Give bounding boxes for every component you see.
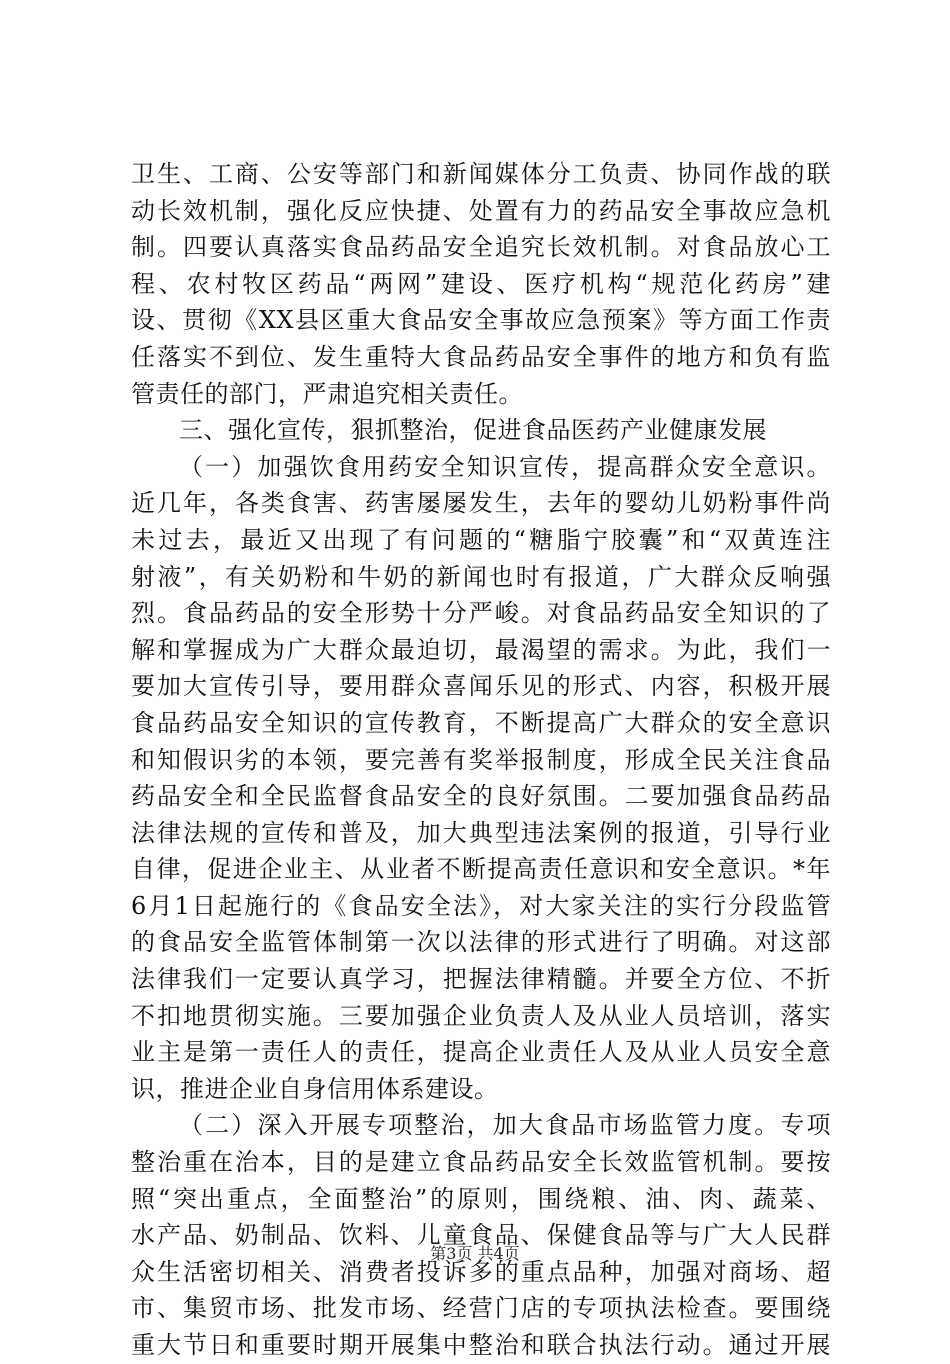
- text-line: 市、集贸市场、批发市场、经营门店的专项执法检查。要围绕: [131, 1294, 831, 1323]
- text-line: 动长效机制，强化反应快捷、处置有力的药品安全事故应急机: [131, 196, 831, 225]
- text-line: 管责任的部门，严肃追究相关责任。: [131, 379, 523, 408]
- text-line: 业主是第一责任人的责任，提高企业责任人及从业人员安全意: [131, 1038, 831, 1067]
- text-line: 制。四要认真落实食品药品安全追究长效机制。对食品放心工: [131, 233, 831, 262]
- text-line: 水产品、奶制品、饮料、儿童食品、保健食品等与广大人民群: [131, 1221, 831, 1250]
- text-line: 法律法规的宣传和普及，加大典型违法案例的报道，引导行业: [131, 818, 831, 847]
- text-line: 照“突出重点，全面整治”的原则，围绕粮、油、肉、蔬菜、: [131, 1184, 831, 1213]
- text-line: 众生活密切相关、消费者投诉多的重点品种，加强对商场、超: [131, 1257, 831, 1286]
- text-line: 未过去，最近又出现了有问题的“糖脂宁胶囊”和“双黄连注: [131, 525, 831, 554]
- text-line: 近几年，各类食害、药害屡屡发生，去年的婴幼儿奶粉事件尚: [131, 489, 831, 518]
- text-line: 三、强化宣传，狠抓整治，促进食品医药产业健康发展: [179, 416, 767, 445]
- text-line: 解和掌握成为广大群众最迫切，最渴望的需求。为此，我们一: [131, 635, 831, 664]
- text-line: 设、贯彻《XX县区重大食品安全事故应急预案》等方面工作责: [131, 306, 831, 335]
- document-body: [131, 156, 831, 1364]
- text-line: （二）深入开展专项整治，加大食品市场监管力度。专项: [179, 1111, 831, 1140]
- text-line: 法律我们一定要认真学习，把握法律精髓。并要全方位、不折: [131, 965, 831, 994]
- text-line: 不扣地贯彻实施。三要加强企业负责人及从业人员培训，落实: [131, 1001, 831, 1030]
- text-line: 烈。食品药品的安全形势十分严峻。对食品药品安全知识的了: [131, 599, 831, 628]
- text-line: 自律，促进企业主、从业者不断提高责任意识和安全意识。*年: [131, 855, 831, 884]
- text-line: 重大节日和重要时期开展集中整治和联合执法行动。通过开展: [131, 1331, 831, 1359]
- text-line: 药品安全和全民监督食品安全的良好氛围。二要加强食品药品: [131, 782, 831, 811]
- text-line: 程、农村牧区药品“两网”建设、医疗机构“规范化药房”建: [131, 269, 831, 298]
- text-line: 6月1日起施行的《食品安全法》，对大家关注的实行分段监管: [131, 891, 831, 920]
- text-line: 和知假识劣的本领，要完善有奖举报制度，形成全民关注食品: [131, 745, 831, 774]
- text-line: 整治重在治本，目的是建立食品药品安全长效监管机制。要按: [131, 1148, 831, 1177]
- text-line: 要加大宣传引导，要用群众喜闻乐见的形式、内容，积极开展: [131, 672, 831, 701]
- text-line: 食品药品安全知识的宣传教育，不断提高广大群众的安全意识: [131, 708, 831, 737]
- page-footer: 第3页 共4页: [430, 1244, 520, 1263]
- text-line: （一）加强饮食用药安全知识宣传，提高群众安全意识。: [179, 452, 831, 481]
- text-line: 识，推进企业自身信用体系建设。: [131, 1074, 499, 1103]
- text-line: 的食品安全监管体制第一次以法律的形式进行了明确。对这部: [131, 928, 831, 957]
- text-line: 任落实不到位、发生重特大食品药品安全事件的地方和负有监: [131, 342, 831, 371]
- text-line: 射液”，有关奶粉和牛奶的新闻也时有报道，广大群众反响强: [131, 562, 831, 591]
- text-line: 卫生、工商、公安等部门和新闻媒体分工负责、协同作战的联: [131, 160, 831, 188]
